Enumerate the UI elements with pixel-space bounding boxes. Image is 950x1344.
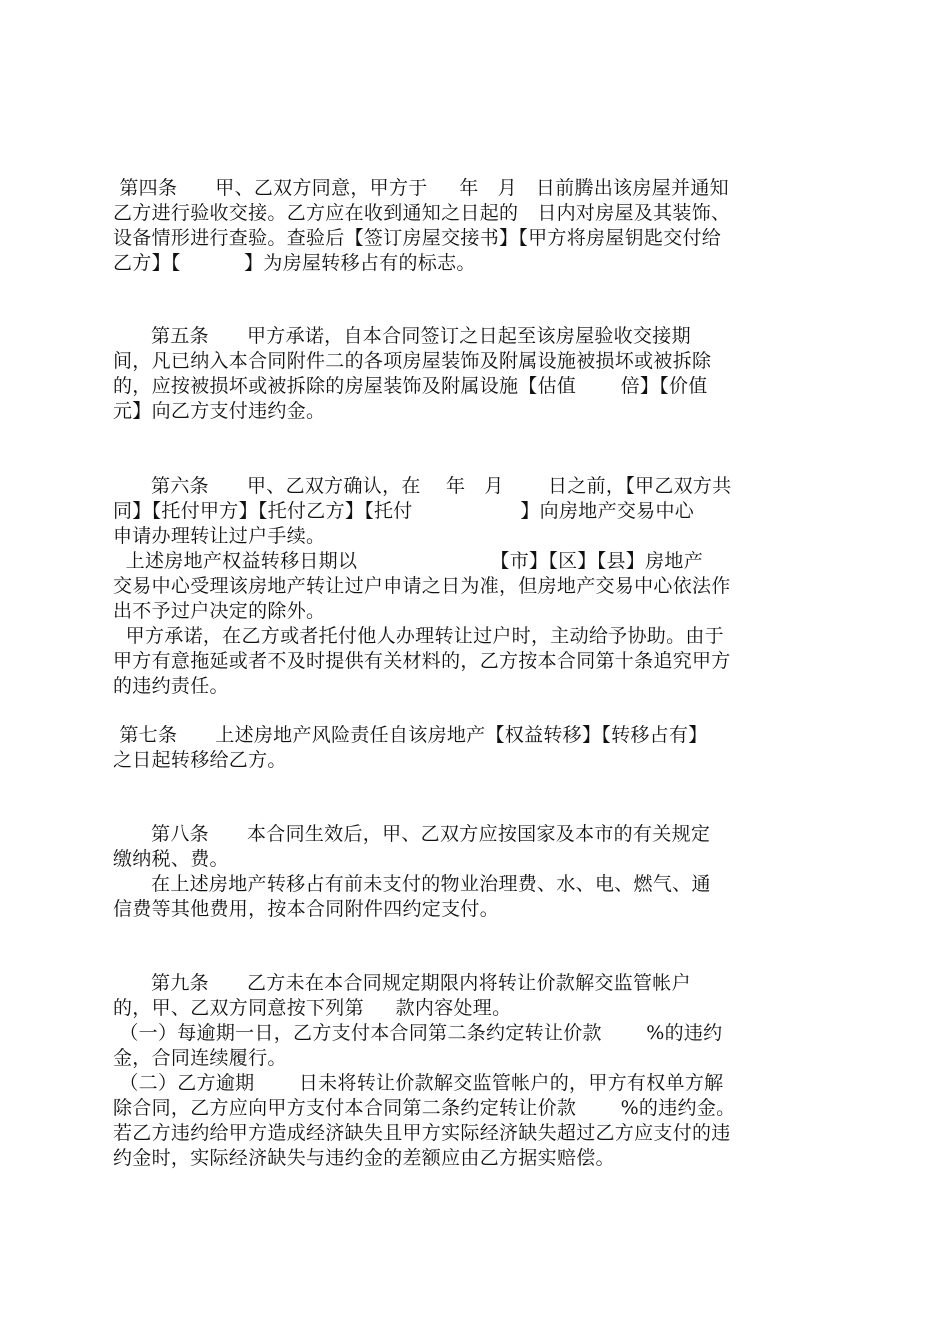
article-6-line: 第六条 甲、乙双方确认，在 年 月 日之前，【甲乙双方共 bbox=[113, 475, 732, 497]
article-6-line: 甲方承诺，在乙方或者托付他人办理转让过户时，主动给予协助。由于 bbox=[113, 625, 724, 647]
article-4-line: 设备情形进行查验。查验后【签订房屋交接书】【甲方将房屋钥匙交付给 bbox=[113, 227, 722, 249]
article-9-line: （一）每逾期一日，乙方支付本合同第二条约定转让价款 %的违约 bbox=[113, 1022, 723, 1044]
article-7-line: 第七条 上述房地产风险责任自该房地产【权益转移】【转移占有】 bbox=[113, 724, 708, 746]
article-8-line: 第八条 本合同生效后，甲、乙双方应按国家及本市的有关规定 bbox=[113, 823, 711, 845]
article-5-line: 的，应按被损坏或被拆除的房屋装饰及附属设施【估值 倍】【价值 bbox=[113, 375, 708, 397]
article-8-line: 在上述房地产转移占有前未支付的物业治理费、水、电、燃气、通 bbox=[113, 873, 711, 895]
article-6-line: 出不予过户决定的除外。 bbox=[113, 600, 326, 622]
article-8-line: 信费等其他费用，按本合同附件四约定支付。 bbox=[113, 898, 500, 920]
article-9-line: 除合同，乙方应向甲方支付本合同第二条约定转让价款 %的违约金。 bbox=[113, 1097, 736, 1119]
article-4-line: 第四条 甲、乙双方同意，甲方于 年 月 日前腾出该房屋并通知 bbox=[113, 177, 729, 199]
article-9-line: 的，甲、乙双方同意按下列第 款内容处理。 bbox=[113, 997, 512, 1019]
article-9-line: 金，合同连续履行。 bbox=[113, 1047, 287, 1069]
article-5-line: 元】向乙方支付违约金。 bbox=[113, 400, 326, 422]
article-6-line: 同】【托付甲方】【托付乙方】【托付 】向房地产交易中心 bbox=[113, 500, 695, 522]
article-6-line: 甲方有意拖延或者不及时提供有关材料的，乙方按本合同第十条追究甲方 bbox=[113, 650, 731, 672]
article-6-line: 申请办理转让过户手续。 bbox=[113, 525, 326, 547]
article-7-line: 之日起转移给乙方。 bbox=[113, 749, 287, 771]
article-6-line: 交易中心受理该房地产转让过户申请之日为准，但房地产交易中心依法作 bbox=[113, 575, 731, 597]
article-9-line: 若乙方违约给甲方造成经济缺失且甲方实际经济缺失超过乙方应支付的违 bbox=[113, 1122, 731, 1144]
article-6-line: 上述房地产权益转移日期以 【市】【区】【县】房地产 bbox=[113, 550, 704, 572]
article-6-line: 的违约责任。 bbox=[113, 675, 229, 697]
article-9-line: （二）乙方逾期 日未将转让价款解交监管帐户的，甲方有权单方解 bbox=[113, 1072, 724, 1094]
article-9-line: 第九条 乙方未在本合同规定期限内将转让价款解交监管帐户 bbox=[113, 972, 691, 994]
article-4-line: 乙方】【 】为房屋转移占有的标志。 bbox=[113, 252, 476, 274]
article-5-line: 第五条 甲方承诺，自本合同签订之日起至该房屋验收交接期 bbox=[113, 325, 691, 347]
article-5-line: 间，凡已纳入本合同附件二的各项房屋装饰及附属设施被损坏或被拆除 bbox=[113, 350, 712, 372]
article-9-line: 约金时，实际经济缺失与违约金的差额应由乙方据实赔偿。 bbox=[113, 1147, 615, 1169]
article-4-line: 乙方进行验收交接。乙方应在收到通知之日起的 日内对房屋及其装饰、 bbox=[113, 202, 731, 224]
article-8-line: 缴纳税、费。 bbox=[113, 848, 229, 870]
